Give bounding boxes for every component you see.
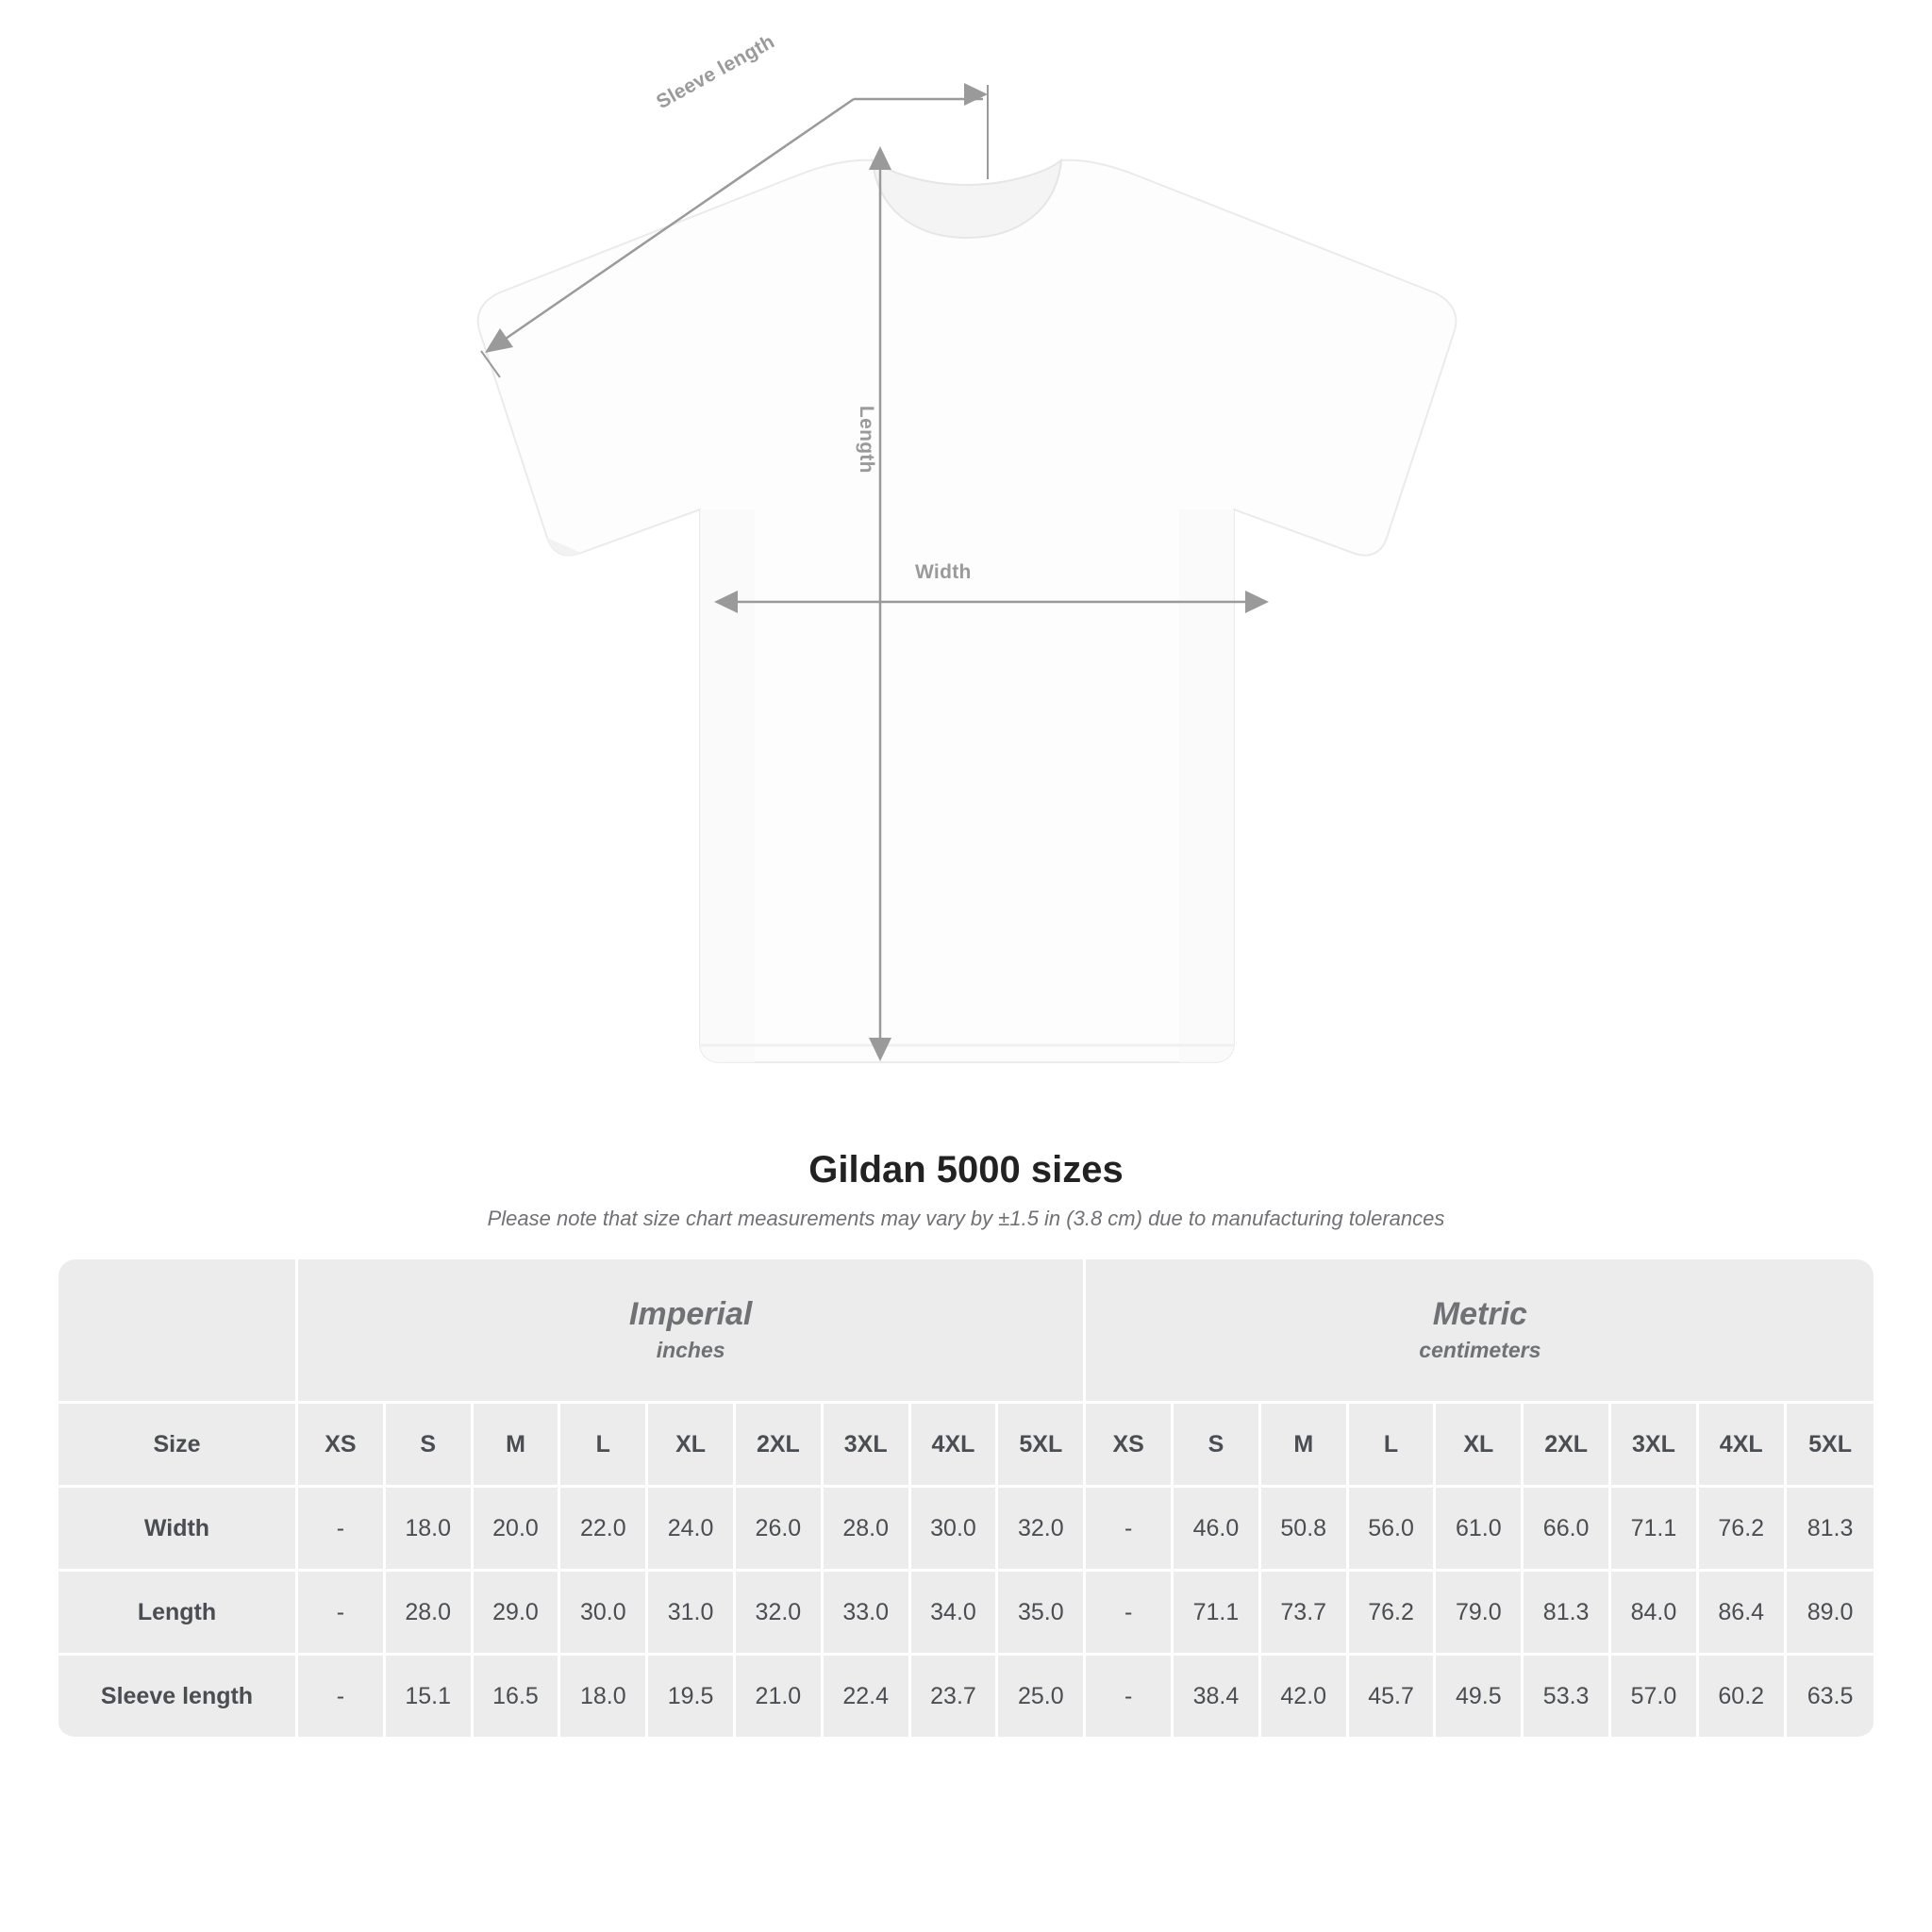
cell-sleeve-metric-3: 45.7 — [1349, 1656, 1437, 1740]
cell-width-imperial-0: - — [298, 1488, 386, 1572]
cell-length-metric-5: 81.3 — [1524, 1572, 1611, 1656]
cell-width-imperial-5: 26.0 — [736, 1488, 824, 1572]
cell-sleeve-imperial-0: - — [298, 1656, 386, 1740]
cell-width-metric-6: 71.1 — [1611, 1488, 1699, 1572]
size-col-metric-5: 2XL — [1524, 1404, 1611, 1488]
tshirt-shape — [478, 160, 1457, 1062]
size-col-imperial-7: 4XL — [911, 1404, 999, 1488]
tolerance-note: Please note that size chart measurements may vary by ±1.5 in (3.8 cm) due to manufacturing tolerances — [487, 1207, 1445, 1230]
cell-sleeve-imperial-2: 16.5 — [474, 1656, 561, 1740]
size-header-row — [58, 1404, 1874, 1488]
imperial-unit-cell — [298, 1259, 1086, 1404]
row-label-sleeve-length: Sleeve length — [58, 1656, 298, 1740]
cell-sleeve-metric-1: 38.4 — [1174, 1656, 1261, 1740]
metric-unit-name: Metric — [1432, 1295, 1527, 1332]
cell-width-imperial-8: 32.0 — [998, 1488, 1086, 1572]
cell-length-imperial-6: 33.0 — [824, 1572, 911, 1656]
cell-width-metric-1: 46.0 — [1174, 1488, 1261, 1572]
cell-sleeve-metric-7: 60.2 — [1699, 1656, 1787, 1740]
cell-length-imperial-8: 35.0 — [998, 1572, 1086, 1656]
row-label-width: Width — [58, 1488, 298, 1572]
cell-length-metric-4: 79.0 — [1436, 1572, 1524, 1656]
size-col-metric-2: M — [1261, 1404, 1349, 1488]
size-col-imperial-2: M — [474, 1404, 561, 1488]
width-label: Width — [915, 561, 972, 583]
size-col-imperial-1: S — [386, 1404, 474, 1488]
size-col-imperial-8: 5XL — [998, 1404, 1086, 1488]
size-col-metric-8: 5XL — [1787, 1404, 1874, 1488]
cell-sleeve-metric-5: 53.3 — [1524, 1656, 1611, 1740]
cell-width-metric-8: 81.3 — [1787, 1488, 1874, 1572]
cell-sleeve-metric-6: 57.0 — [1611, 1656, 1699, 1740]
cell-sleeve-imperial-3: 18.0 — [560, 1656, 648, 1740]
size-col-metric-6: 3XL — [1611, 1404, 1699, 1488]
cell-length-imperial-3: 30.0 — [560, 1572, 648, 1656]
length-label: Length — [856, 406, 877, 474]
size-col-imperial-3: L — [560, 1404, 648, 1488]
cell-width-metric-5: 66.0 — [1524, 1488, 1611, 1572]
cell-length-metric-8: 89.0 — [1787, 1572, 1874, 1656]
table-row — [58, 1572, 1874, 1656]
cell-length-imperial-1: 28.0 — [386, 1572, 474, 1656]
row-label-length: Length — [58, 1572, 298, 1656]
size-col-metric-3: L — [1349, 1404, 1437, 1488]
cell-width-imperial-6: 28.0 — [824, 1488, 911, 1572]
cell-length-metric-3: 76.2 — [1349, 1572, 1437, 1656]
size-col-imperial-5: 2XL — [736, 1404, 824, 1488]
cell-sleeve-imperial-4: 19.5 — [648, 1656, 736, 1740]
metric-unit-cell — [1086, 1259, 1874, 1404]
cell-sleeve-metric-8: 63.5 — [1787, 1656, 1874, 1740]
size-col-metric-0: XS — [1086, 1404, 1174, 1488]
cell-width-metric-0: - — [1086, 1488, 1174, 1572]
cell-width-imperial-4: 24.0 — [648, 1488, 736, 1572]
cell-length-imperial-0: - — [298, 1572, 386, 1656]
cell-sleeve-imperial-5: 21.0 — [736, 1656, 824, 1740]
cell-length-imperial-7: 34.0 — [911, 1572, 999, 1656]
cell-sleeve-imperial-8: 25.0 — [998, 1656, 1086, 1740]
size-header-cell: Size — [58, 1404, 298, 1488]
size-table — [58, 1259, 1874, 1740]
cell-sleeve-metric-2: 42.0 — [1261, 1656, 1349, 1740]
cell-length-imperial-2: 29.0 — [474, 1572, 561, 1656]
cell-width-imperial-7: 30.0 — [911, 1488, 999, 1572]
cell-sleeve-metric-4: 49.5 — [1436, 1656, 1524, 1740]
sleeve-length-label: Sleeve length — [653, 30, 778, 114]
size-col-metric-4: XL — [1436, 1404, 1524, 1488]
size-col-metric-7: 4XL — [1699, 1404, 1787, 1488]
unit-header-row — [58, 1259, 1874, 1404]
size-col-metric-1: S — [1174, 1404, 1261, 1488]
page-title: Gildan 5000 sizes — [808, 1149, 1124, 1191]
cell-width-imperial-1: 18.0 — [386, 1488, 474, 1572]
table-row — [58, 1656, 1874, 1740]
cell-width-metric-7: 76.2 — [1699, 1488, 1787, 1572]
metric-unit-sub: centimeters — [1419, 1338, 1541, 1363]
cell-width-metric-2: 50.8 — [1261, 1488, 1349, 1572]
size-col-imperial-6: 3XL — [824, 1404, 911, 1488]
cell-sleeve-metric-0: - — [1086, 1656, 1174, 1740]
size-col-imperial-0: XS — [298, 1404, 386, 1488]
cell-width-metric-4: 61.0 — [1436, 1488, 1524, 1572]
cell-sleeve-imperial-1: 15.1 — [386, 1656, 474, 1740]
imperial-unit-name: Imperial — [628, 1295, 753, 1332]
imperial-unit-sub: inches — [656, 1338, 725, 1363]
table-row — [58, 1488, 1874, 1572]
cell-length-metric-6: 84.0 — [1611, 1572, 1699, 1656]
size-table-wrap — [58, 1259, 1874, 1740]
cell-width-imperial-2: 20.0 — [474, 1488, 561, 1572]
cell-sleeve-imperial-6: 22.4 — [824, 1656, 911, 1740]
cell-length-imperial-5: 32.0 — [736, 1572, 824, 1656]
size-col-imperial-4: XL — [648, 1404, 736, 1488]
unit-blank-cell — [58, 1259, 298, 1404]
cell-length-metric-0: - — [1086, 1572, 1174, 1656]
cell-width-imperial-3: 22.0 — [560, 1488, 648, 1572]
cell-length-metric-1: 71.1 — [1174, 1572, 1261, 1656]
cell-length-metric-7: 86.4 — [1699, 1572, 1787, 1656]
cell-length-metric-2: 73.7 — [1261, 1572, 1349, 1656]
cell-sleeve-imperial-7: 23.7 — [911, 1656, 999, 1740]
cell-length-imperial-4: 31.0 — [648, 1572, 736, 1656]
title-block — [0, 1149, 1932, 1231]
cell-width-metric-3: 56.0 — [1349, 1488, 1437, 1572]
